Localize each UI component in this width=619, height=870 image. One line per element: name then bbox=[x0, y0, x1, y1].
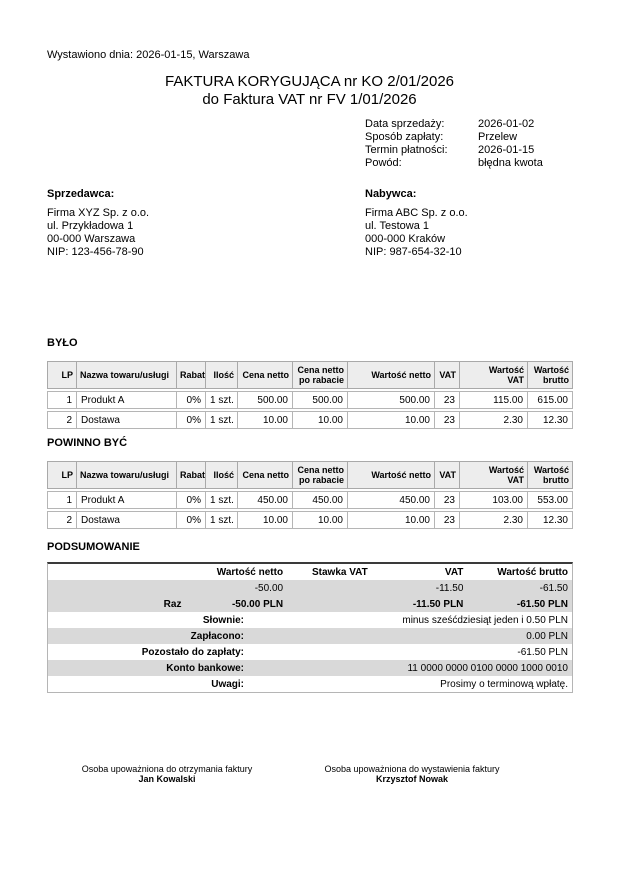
col-header-gross-value: Wartość brutto bbox=[528, 361, 573, 389]
summary-row-label: Uwagi: bbox=[211, 678, 244, 690]
summary-row-label: Konto bankowe: bbox=[166, 662, 244, 674]
payment-row-reason bbox=[365, 157, 543, 170]
payment-label: Data sprzedaży: bbox=[365, 118, 445, 130]
signature-issuer bbox=[292, 764, 532, 784]
col-header-lp: LP bbox=[47, 461, 77, 489]
cell-net-value: 10.00 bbox=[348, 411, 435, 429]
cell-qty: 1 szt. bbox=[206, 511, 238, 529]
col-header-net-price: Cena netto bbox=[238, 461, 293, 489]
payment-value: błędna kwota bbox=[478, 157, 543, 169]
cell-name: Produkt A bbox=[77, 391, 177, 409]
cell-gross-value: 615.00 bbox=[528, 391, 573, 409]
payment-value: 2026-01-15 bbox=[478, 144, 535, 156]
col-header-vat: VAT bbox=[435, 461, 460, 489]
cell-name: Produkt A bbox=[77, 491, 177, 509]
powinno-byc-table bbox=[47, 459, 573, 531]
buyer-city: 000-000 Kraków bbox=[365, 233, 446, 245]
buyer-block bbox=[365, 188, 468, 259]
table-header-row bbox=[47, 361, 573, 389]
cell-discount: 0% bbox=[177, 411, 206, 429]
title-line-1: FAKTURA KORYGUJĄCA nr KO 2/01/2026 bbox=[164, 73, 454, 90]
summary-col-net: Wartość netto bbox=[216, 566, 284, 578]
payment-row-method bbox=[365, 131, 543, 144]
col-header-gross-value: Wartość brutto bbox=[528, 461, 573, 489]
summary-row-value: -61.50 PLN bbox=[517, 646, 568, 658]
col-header-discount: Rabat bbox=[177, 461, 206, 489]
buyer-street: ul. Testowa 1 bbox=[365, 220, 430, 232]
summary-total-row bbox=[48, 596, 572, 612]
cell-gross-value: 553.00 bbox=[528, 491, 573, 509]
col-header-qty: Ilość bbox=[206, 361, 238, 389]
summary-row-slownie bbox=[48, 612, 572, 628]
col-header-net-price: Cena netto bbox=[238, 361, 293, 389]
buyer-nip: NIP: 987-654-32-10 bbox=[365, 246, 462, 258]
table-row bbox=[47, 511, 573, 529]
col-header-lp: LP bbox=[47, 361, 77, 389]
buyer-heading: Nabywca: bbox=[365, 188, 417, 200]
payment-row-due-date bbox=[365, 144, 543, 157]
summary-row-label: Zapłacono: bbox=[190, 630, 244, 642]
table-row bbox=[47, 391, 573, 409]
cell-net-price: 500.00 bbox=[238, 391, 293, 409]
summary-row-value: Prosimy o terminową wpłatę. bbox=[440, 678, 568, 690]
summary-row-value: 0.00 PLN bbox=[526, 630, 568, 642]
summary-total-gross: -61.50 PLN bbox=[516, 598, 568, 610]
cell-net-value: 450.00 bbox=[348, 491, 435, 509]
cell-name: Dostawa bbox=[77, 511, 177, 529]
cell-net-price-after-discount: 500.00 bbox=[293, 391, 348, 409]
summary-col-gross: Wartość brutto bbox=[497, 566, 568, 578]
summary-diff-row bbox=[48, 580, 572, 596]
table-row bbox=[47, 491, 573, 509]
seller-block bbox=[47, 188, 149, 259]
table-row bbox=[47, 411, 573, 429]
cell-net-value: 10.00 bbox=[348, 511, 435, 529]
summary-row-label: Pozostało do zapłaty: bbox=[141, 646, 244, 658]
title-line-2: do Faktura VAT nr FV 1/01/2026 bbox=[202, 91, 417, 108]
col-header-name: Nazwa towaru/usługi bbox=[77, 361, 177, 389]
seller-nip: NIP: 123-456-78-90 bbox=[47, 246, 144, 258]
summary-total-label: Raz bbox=[163, 598, 182, 610]
section-heading-podsumowanie: PODSUMOWANIE bbox=[47, 541, 140, 553]
summary-row-pozostalo bbox=[48, 644, 572, 660]
summary-diff-net: -50.00 bbox=[254, 582, 284, 594]
summary-table bbox=[47, 562, 573, 693]
summary-row-konto bbox=[48, 660, 572, 676]
summary-col-vat-rate: Stawka VAT bbox=[312, 566, 368, 578]
document-title bbox=[0, 73, 619, 109]
table-header-row bbox=[47, 461, 573, 489]
col-header-net-value: Wartość netto bbox=[348, 361, 435, 389]
cell-gross-value: 12.30 bbox=[528, 411, 573, 429]
cell-net-price: 10.00 bbox=[238, 511, 293, 529]
cell-qty: 1 szt. bbox=[206, 391, 238, 409]
signature-name: Jan Kowalski bbox=[138, 774, 196, 784]
cell-vat-value: 2.30 bbox=[460, 411, 528, 429]
cell-lp: 2 bbox=[47, 411, 77, 429]
bylo-table bbox=[47, 359, 573, 431]
buyer-name: Firma ABC Sp. z o.o. bbox=[365, 207, 468, 219]
cell-lp: 1 bbox=[47, 391, 77, 409]
col-header-vat-value: Wartość VAT bbox=[460, 461, 528, 489]
cell-gross-value: 12.30 bbox=[528, 511, 573, 529]
summary-row-label: Słownie: bbox=[202, 614, 244, 626]
summary-row-value: minus sześćdziesiąt jeden i 0.50 PLN bbox=[402, 614, 568, 626]
cell-vat-value: 103.00 bbox=[460, 491, 528, 509]
payment-label: Powód: bbox=[365, 157, 402, 169]
cell-vat: 23 bbox=[435, 411, 460, 429]
cell-net-price-after-discount: 10.00 bbox=[293, 511, 348, 529]
cell-discount: 0% bbox=[177, 491, 206, 509]
col-header-qty: Ilość bbox=[206, 461, 238, 489]
cell-qty: 1 szt. bbox=[206, 491, 238, 509]
cell-net-price-after-discount: 450.00 bbox=[293, 491, 348, 509]
payment-row-sale-date bbox=[365, 118, 543, 131]
summary-diff-gross: -61.50 bbox=[539, 582, 568, 594]
summary-total-net: -50.00 PLN bbox=[231, 598, 284, 610]
cell-discount: 0% bbox=[177, 511, 206, 529]
seller-name: Firma XYZ Sp. z o.o. bbox=[47, 207, 150, 219]
signature-caption: Osoba upoważniona do wystawienia faktury bbox=[324, 764, 500, 774]
payment-value: 2026-01-02 bbox=[478, 118, 535, 130]
cell-net-price-after-discount: 10.00 bbox=[293, 411, 348, 429]
seller-city: 00-000 Warszawa bbox=[47, 233, 136, 245]
section-heading-bylo: BYŁO bbox=[47, 337, 78, 349]
signature-caption: Osoba upoważniona do otrzymania faktury bbox=[81, 764, 253, 774]
cell-net-value: 500.00 bbox=[348, 391, 435, 409]
summary-total-vat: -11.50 PLN bbox=[412, 598, 464, 610]
cell-name: Dostawa bbox=[77, 411, 177, 429]
signature-name: Krzysztof Nowak bbox=[375, 774, 448, 784]
cell-qty: 1 szt. bbox=[206, 411, 238, 429]
cell-net-price: 450.00 bbox=[238, 491, 293, 509]
cell-discount: 0% bbox=[177, 391, 206, 409]
col-header-net-price-after-discount: Cena netto po rabacie bbox=[293, 361, 348, 389]
col-header-net-price-after-discount: Cena netto po rabacie bbox=[293, 461, 348, 489]
cell-net-price: 10.00 bbox=[238, 411, 293, 429]
col-header-vat-value: Wartość VAT bbox=[460, 361, 528, 389]
section-heading-powinno-byc: POWINNO BYĆ bbox=[47, 437, 128, 449]
payment-info bbox=[365, 118, 543, 170]
col-header-vat: VAT bbox=[435, 361, 460, 389]
summary-row-zaplacono bbox=[48, 628, 572, 644]
summary-row-uwagi bbox=[48, 676, 572, 692]
col-header-discount: Rabat bbox=[177, 361, 206, 389]
issue-date-line: Wystawiono dnia: 2026-01-15, Warszawa bbox=[47, 49, 250, 61]
cell-lp: 2 bbox=[47, 511, 77, 529]
cell-vat: 23 bbox=[435, 491, 460, 509]
cell-vat: 23 bbox=[435, 391, 460, 409]
signature-recipient bbox=[47, 764, 287, 784]
summary-row-value: 11 0000 0000 0100 0000 1000 0010 bbox=[407, 662, 568, 674]
summary-header-row bbox=[48, 564, 572, 580]
payment-label: Termin płatności: bbox=[365, 144, 448, 156]
seller-heading: Sprzedawca: bbox=[47, 188, 115, 200]
cell-vat: 23 bbox=[435, 511, 460, 529]
col-header-net-value: Wartość netto bbox=[348, 461, 435, 489]
col-header-name: Nazwa towaru/usługi bbox=[77, 461, 177, 489]
payment-label: Sposób zapłaty: bbox=[365, 131, 444, 143]
cell-lp: 1 bbox=[47, 491, 77, 509]
cell-vat-value: 2.30 bbox=[460, 511, 528, 529]
payment-value: Przelew bbox=[478, 131, 518, 143]
summary-diff-vat: -11.50 bbox=[435, 582, 464, 594]
cell-vat-value: 115.00 bbox=[460, 391, 528, 409]
seller-street: ul. Przykładowa 1 bbox=[47, 220, 134, 232]
summary-col-vat: VAT bbox=[444, 566, 464, 578]
